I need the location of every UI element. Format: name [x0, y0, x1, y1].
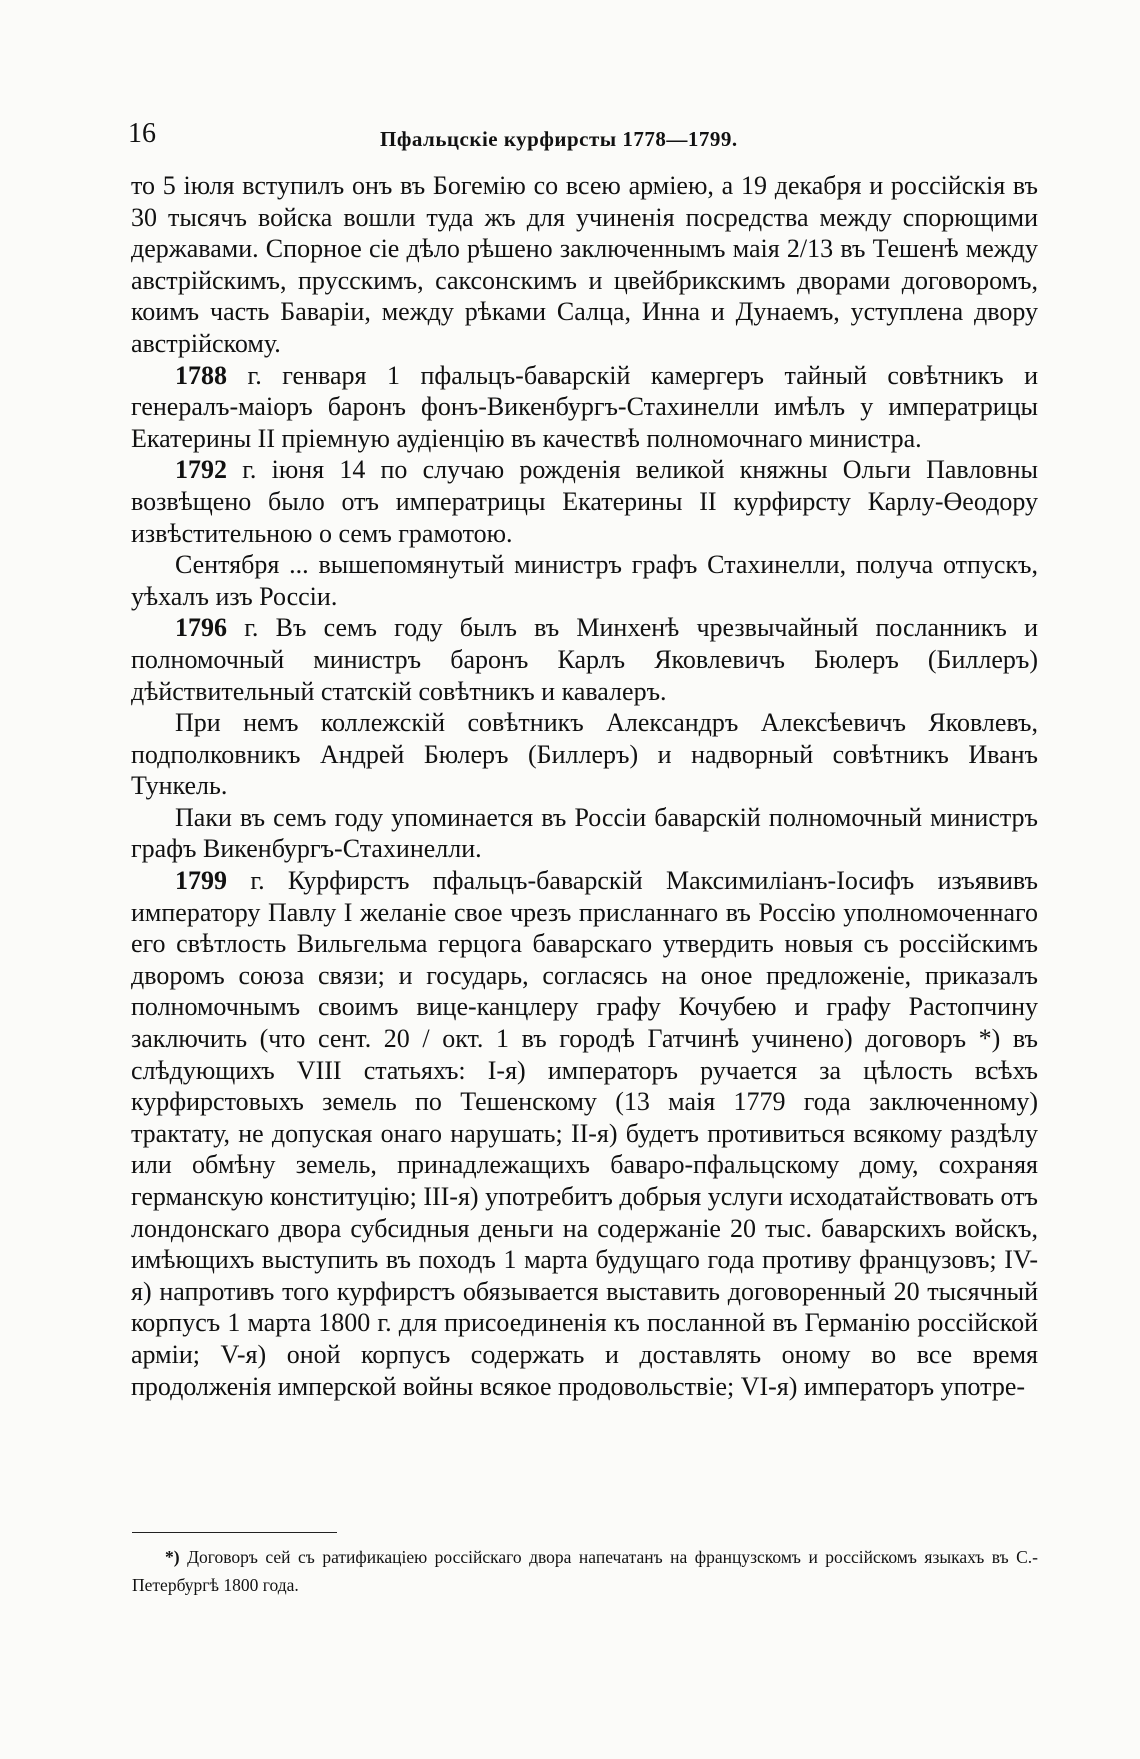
paragraph-text: г. Курфирстъ пфальцъ-баварскій Максимиліанъ-Іосифъ изъявивъ императору Павлу I желаніе свое чрезъ присланнаго въ Россію уполномоченнаго его свѣтлость Вильгельма герцога баварскаго утвердить новыя съ россійскимъ дворомъ союза связи; и государь, согласясь на оное предложеніе, приказалъ полномочнымъ своимъ вице-канцлеру графу Кочубею и графу Растопчину заключить (что сент. 20 / окт. 1 въ городѣ Гатчинѣ учинено) договоръ *) въ слѣдующихъ VIII статьяхъ: I-я) императоръ ручается за цѣлость всѣхъ курфирстовыхъ земель по Тешенскому (13 маія 1779 года заключенному) трактату, не допуская онаго нарушать; II-я) будетъ противиться всякому раздѣлу или обмѣну земель, принадлежащихъ баваро-пфальцскому дому, сохраняя германскую конституцію; III-я) употребитъ добрыя услуги исходатайствовать отъ лондонскаго двора субсидныя деньги на содержаніе 20 тыс. баварскихъ войскъ, имѣющихъ выступить въ походъ 1 марта будущаго года противу французовъ; IV-я) напротивъ того курфирстъ обязывается выставить договоренный 20 тысячный корпусъ 1 марта 1800 г. для присоединенія къ посланной въ Германію россійской арміи; V-я) оной корпусъ содержать и доставлять оному во все время продолженія имперской войны всякое продовольствіе; VI-я) императоръ употре- — [131, 866, 1038, 1401]
paragraph-1788 — [131, 360, 1038, 455]
paragraph-1796 — [131, 612, 1038, 707]
page-number: 16 — [128, 118, 156, 149]
paragraph-text: г. генваря 1 пфальцъ-баварскій камергеръ тайный совѣтникъ и генералъ-маіоръ баронъ фонъ-Викенбургъ-Стахинелли имѣлъ у императрицы Екатерины II пріемную аудіенцію въ качествѣ полномочнаго министра. — [131, 360, 1038, 453]
footnote-marker: *) — [165, 1547, 180, 1567]
year-label: 1788 — [175, 360, 227, 390]
year-label: 1796 — [175, 613, 227, 643]
paragraph-text: При немъ коллежскій совѣтникъ Александръ Алексѣевичъ Яковлевъ, подполковникъ Андрей Бюлеръ (Биллеръ) и надворный совѣтникъ Иванъ Тункель. — [131, 708, 1038, 801]
paragraph-paki — [131, 802, 1038, 865]
paragraph-september — [131, 549, 1038, 612]
year-label: 1792 — [175, 455, 227, 485]
body-text — [131, 170, 1038, 1402]
paragraph-1792 — [131, 454, 1038, 549]
footnote-text: Договоръ сей съ ратификаціею россійскаго двора напечатанъ на французскомъ и россійскомъ языкахъ въ С.-Петербургѣ 1800 года. — [132, 1547, 1038, 1595]
footnote — [132, 1543, 1038, 1599]
paragraph-text: то 5 іюля вступилъ онъ въ Богемію со всею арміею, а 19 декабря и россійскія въ 30 тысячъ войска вошли туда жъ для учиненія посредства между спорющими державами. Спорное сіе дѣло рѣшено заключеннымъ маія 2/13 въ Тешенѣ между австрійскимъ, прусскимъ, саксонскимъ и цвейбрикскимъ дворами договоромъ, коимъ часть Баваріи, между рѣками Салца, Инна и Дунаемъ, уступлена двору австрійскому. — [131, 171, 1038, 358]
running-head: Пфальцскіе курфирсты 1778—1799. — [380, 127, 738, 151]
paragraph-text: Паки въ семъ году упоминается въ Россіи баварскій полномочный министръ графъ Викенбургъ-Стахинелли. — [131, 802, 1038, 864]
paragraph-1799 — [131, 865, 1038, 1402]
paragraph-text: г. іюня 14 по случаю рожденія великой княжны Ольги Павловны возвѣщено было отъ императрицы Екатерины II курфирсту Карлу-Өеодору извѣстительною о семъ грамотою. — [131, 455, 1038, 548]
year-label: 1799 — [175, 866, 227, 896]
paragraph-staff — [131, 707, 1038, 802]
paragraph-text: Сентября ... вышепомянутый министръ графъ Стахинелли, получа отпускъ, уѣхалъ изъ Россіи. — [131, 550, 1038, 611]
footnote-divider — [132, 1532, 337, 1533]
paragraph-text: г. Въ семъ году былъ въ Минхенѣ чрезвычайный посланникъ и полномочный министръ баронъ Карлъ Яковлевичъ Бюлеръ (Биллеръ) дѣйствительный статскій совѣтникъ и кавалеръ. — [131, 613, 1038, 706]
paragraph-1 — [131, 170, 1038, 360]
